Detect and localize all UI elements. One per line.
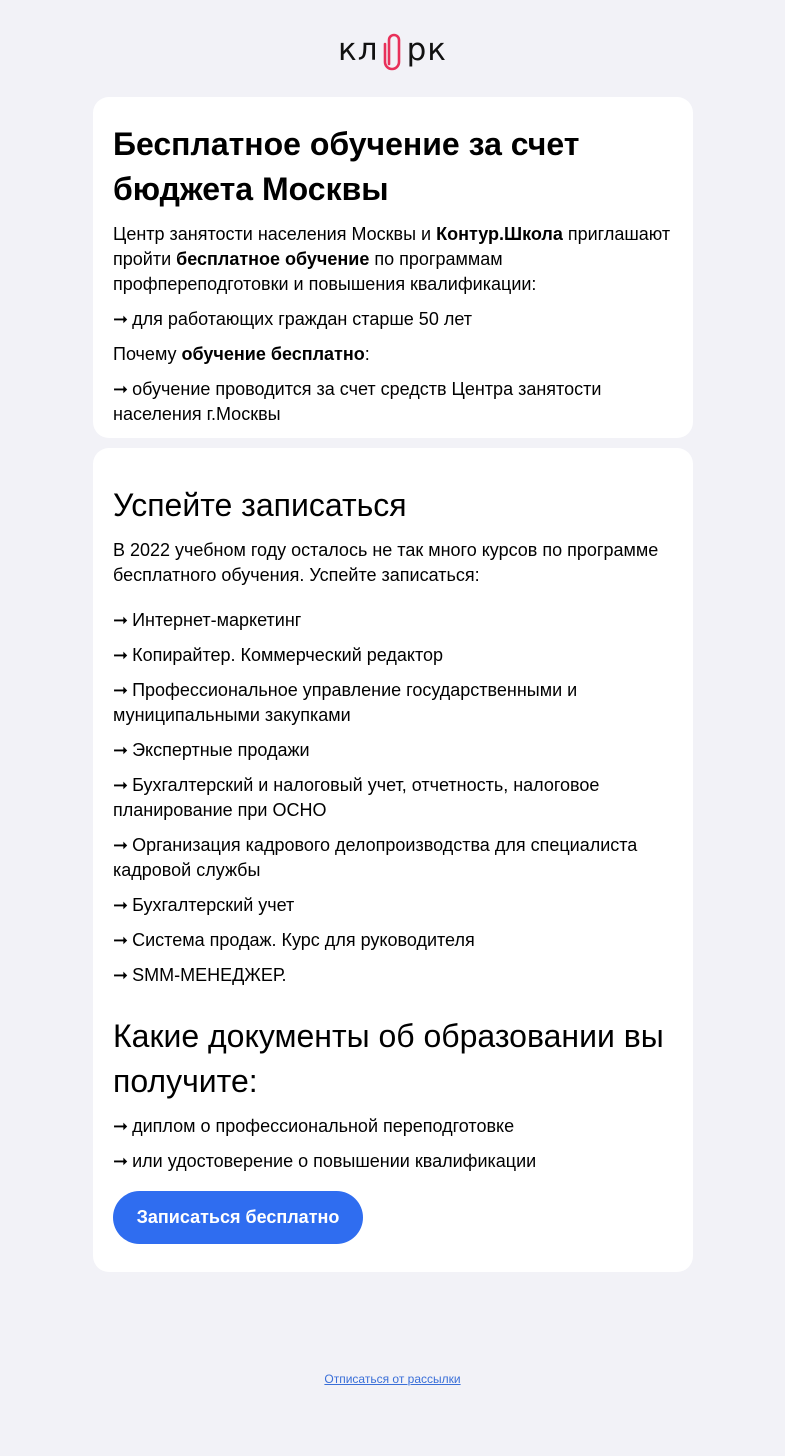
audience-item	[113, 307, 673, 332]
course-name: Копирайтер. Коммерческий редактор	[132, 645, 444, 665]
list-item	[113, 833, 673, 883]
arrow-icon: ➞	[113, 895, 129, 915]
document-name: или удостоверение о повышении квалификации	[132, 1151, 537, 1171]
arrow-icon: ➞	[113, 680, 129, 700]
unsubscribe-link[interactable]: Отписаться от рассылки	[324, 1372, 461, 1386]
audience-text: для работающих граждан старше 50 лет	[132, 309, 472, 329]
arrow-icon: ➞	[113, 930, 129, 950]
arrow-icon: ➞	[113, 835, 129, 855]
intro-text-part: приглашают пройти	[113, 224, 671, 269]
klerk-logo[interactable]	[338, 28, 447, 72]
logo-text-left: кл	[338, 32, 379, 68]
list-item	[113, 1149, 673, 1174]
course-name: SMM-МЕНЕДЖЕР.	[132, 965, 287, 985]
list-item	[113, 928, 673, 953]
courses-intro: В 2022 учебном году осталось не так много курсов по программе бесплатного обучения. Успейте записаться:	[113, 540, 659, 585]
arrow-icon: ➞	[113, 309, 129, 329]
list-item	[113, 738, 673, 763]
free-education-highlight: бесплатное обучение	[176, 249, 370, 269]
course-name: Организация кадрового делопроизводства для специалиста кадровой службы	[113, 835, 638, 880]
intro-text-part: по программам профпереподготовки и повышения квалификации:	[113, 249, 537, 294]
arrow-icon: ➞	[113, 379, 129, 399]
arrow-icon: ➞	[113, 775, 129, 795]
reason-item	[113, 377, 673, 427]
why-text-part: :	[364, 344, 370, 364]
course-name: Бухгалтерский и налоговый учет, отчетность, налоговое планирование при ОСНО	[113, 775, 600, 820]
why-text-part: Почему	[113, 344, 182, 364]
course-name: Система продаж. Курс для руководителя	[132, 930, 475, 950]
kontur-school-name: Контур.Школа	[436, 224, 563, 244]
course-name: Интернет-маркетинг	[132, 610, 302, 630]
card-title: Бесплатное обучение за счет бюджета Москвы	[113, 126, 580, 207]
document-name: диплом о профессиональной переподготовке	[132, 1116, 515, 1136]
arrow-icon: ➞	[113, 1116, 129, 1136]
list-item	[113, 608, 673, 633]
arrow-icon: ➞	[113, 1151, 129, 1171]
courses-card	[93, 448, 693, 1272]
intro-text	[113, 222, 673, 297]
list-item	[113, 893, 673, 918]
list-item	[113, 643, 673, 668]
reason-text: обучение проводится за счет средств Центра занятости населения г.Москвы	[113, 379, 602, 424]
header-logo	[0, 28, 785, 72]
list-item	[113, 963, 673, 988]
paperclip-icon	[380, 28, 406, 72]
course-name: Профессиональное управление государственными и муниципальными закупками	[113, 680, 578, 725]
list-item	[113, 773, 673, 823]
footer	[0, 1370, 785, 1388]
logo-text-right: рк	[406, 32, 447, 68]
course-name: Экспертные продажи	[132, 740, 310, 760]
intro-text-part: Центр занятости населения Москвы и	[113, 224, 437, 244]
list-item	[113, 678, 673, 728]
arrow-icon: ➞	[113, 740, 129, 760]
enroll-free-button[interactable]: Записаться бесплатно	[113, 1191, 363, 1244]
arrow-icon: ➞	[113, 610, 129, 630]
why-free-highlight: обучение бесплатно	[181, 344, 365, 364]
arrow-icon: ➞	[113, 645, 129, 665]
free-education-card	[93, 97, 693, 438]
why-free-text	[113, 342, 673, 367]
list-item	[113, 1114, 673, 1139]
arrow-icon: ➞	[113, 965, 129, 985]
documents-title: Какие документы об образовании вы получите:	[113, 1018, 664, 1099]
courses-title: Успейте записаться	[113, 487, 407, 523]
course-name: Бухгалтерский учет	[132, 895, 295, 915]
